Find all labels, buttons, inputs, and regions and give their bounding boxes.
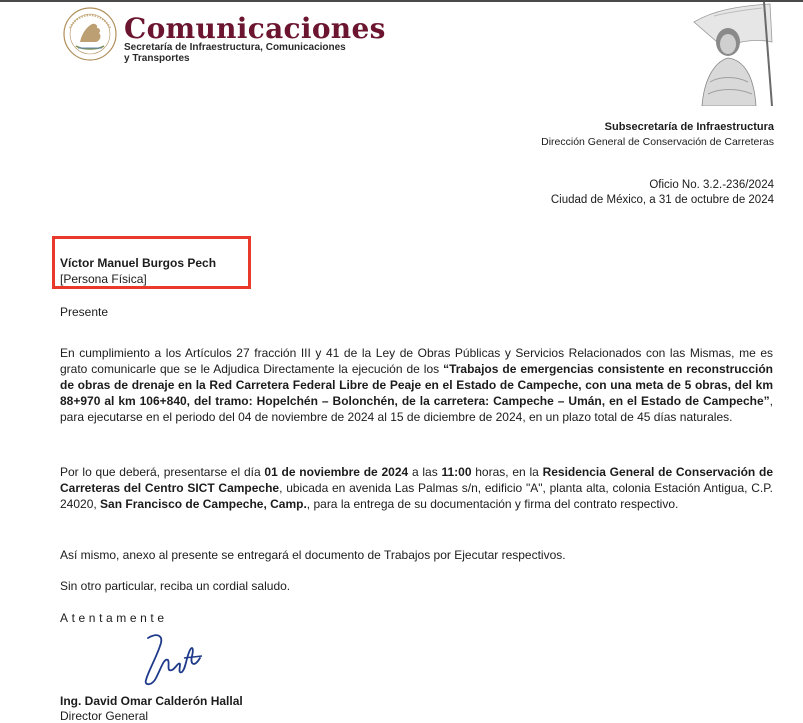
p2-text-h: San Francisco de Campeche, Camp. [100,497,307,511]
p1-text-b: “Trabajos de emergencias consistente en reconstrucción de obras de drenaje en la Red Carretera Federal Libre de Peaje en el Estado de Campeche, con una meta de 5 obras, del km 88+970 al km 106+840, del tramo: Hopelchén – Bolonchén, de la carretera: Campeche – Umán, en el Estado de Campeche” [60,362,773,408]
mexican-coat-of-arms-icon [62,6,118,62]
paragraph-anexo: Así mismo, anexo al presente se entregará el documento de Trabajos por Ejecutar respectivos. [60,548,566,562]
greeting: Presente [60,305,109,319]
signer-name: Ing. David Omar Calderón Hallal [60,694,243,708]
p2-text-f: Residencia General de Conservación de Carreteras del Centro SICT Campeche [60,465,774,495]
paragraph-saludo: Sin otro particular, reciba un cordial saludo. [60,579,291,593]
patria-figure-flag-icon [684,2,776,106]
recipient-type: [Persona Física] [60,272,147,286]
p2-text-i: , para la entrega de su documentación y firma del contrato respectivo. [306,497,679,511]
signer-position: Director General [60,709,149,723]
p2-text-g: , ubicada en avenida Las Palmas s/n, edificio "A", planta alta, colonia Estación Antigua, C.P. 24020, [60,481,773,511]
recipient-name: Víctor Manuel Burgos Pech [60,256,217,270]
direccion-general: Dirección General de Conservación de Carreteras [541,136,774,148]
p2-text-c: a las [408,465,442,479]
top-border [0,0,803,2]
oficio-number: Oficio No. 3.2.-236/2024 [649,179,774,191]
p2-text-e: horas, en la [471,465,543,479]
p1-text-a: En cumplimiento a los Artículos 27 fracción III y 41 de la Ley de Obras Públicas y Servicios Relacionados con las Mismas, me es grato comunicarle que se le Adjudica Directamente la ejecución de los [60,346,773,376]
brand-name: Comunicaciones [124,12,386,45]
p2-text-a: Por lo que deberá, presentarse el día [60,465,265,479]
paragraph-adjudicacion [60,345,773,425]
handwritten-signature-icon [128,628,218,690]
place-date: Ciudad de México, a 31 de octubre de 2024 [550,194,774,206]
p2-text-b: 01 de noviembre de 2024 [264,465,409,479]
brand-subtitle: Secretaría de Infraestructura, Comunicaciones y Transportes [124,42,346,64]
closing: Atentamente [60,611,168,625]
p2-text-d: 11:00 [441,465,472,479]
subsecretaria-title: Subsecretaría de Infraestructura [604,121,774,133]
p1-text-c: , para ejecutarse en el periodo del 04 de noviembre de 2024 al 15 de diciembre de 2024, en un plazo total de 45 días naturales. [60,394,773,424]
paragraph-presentacion [60,464,773,512]
